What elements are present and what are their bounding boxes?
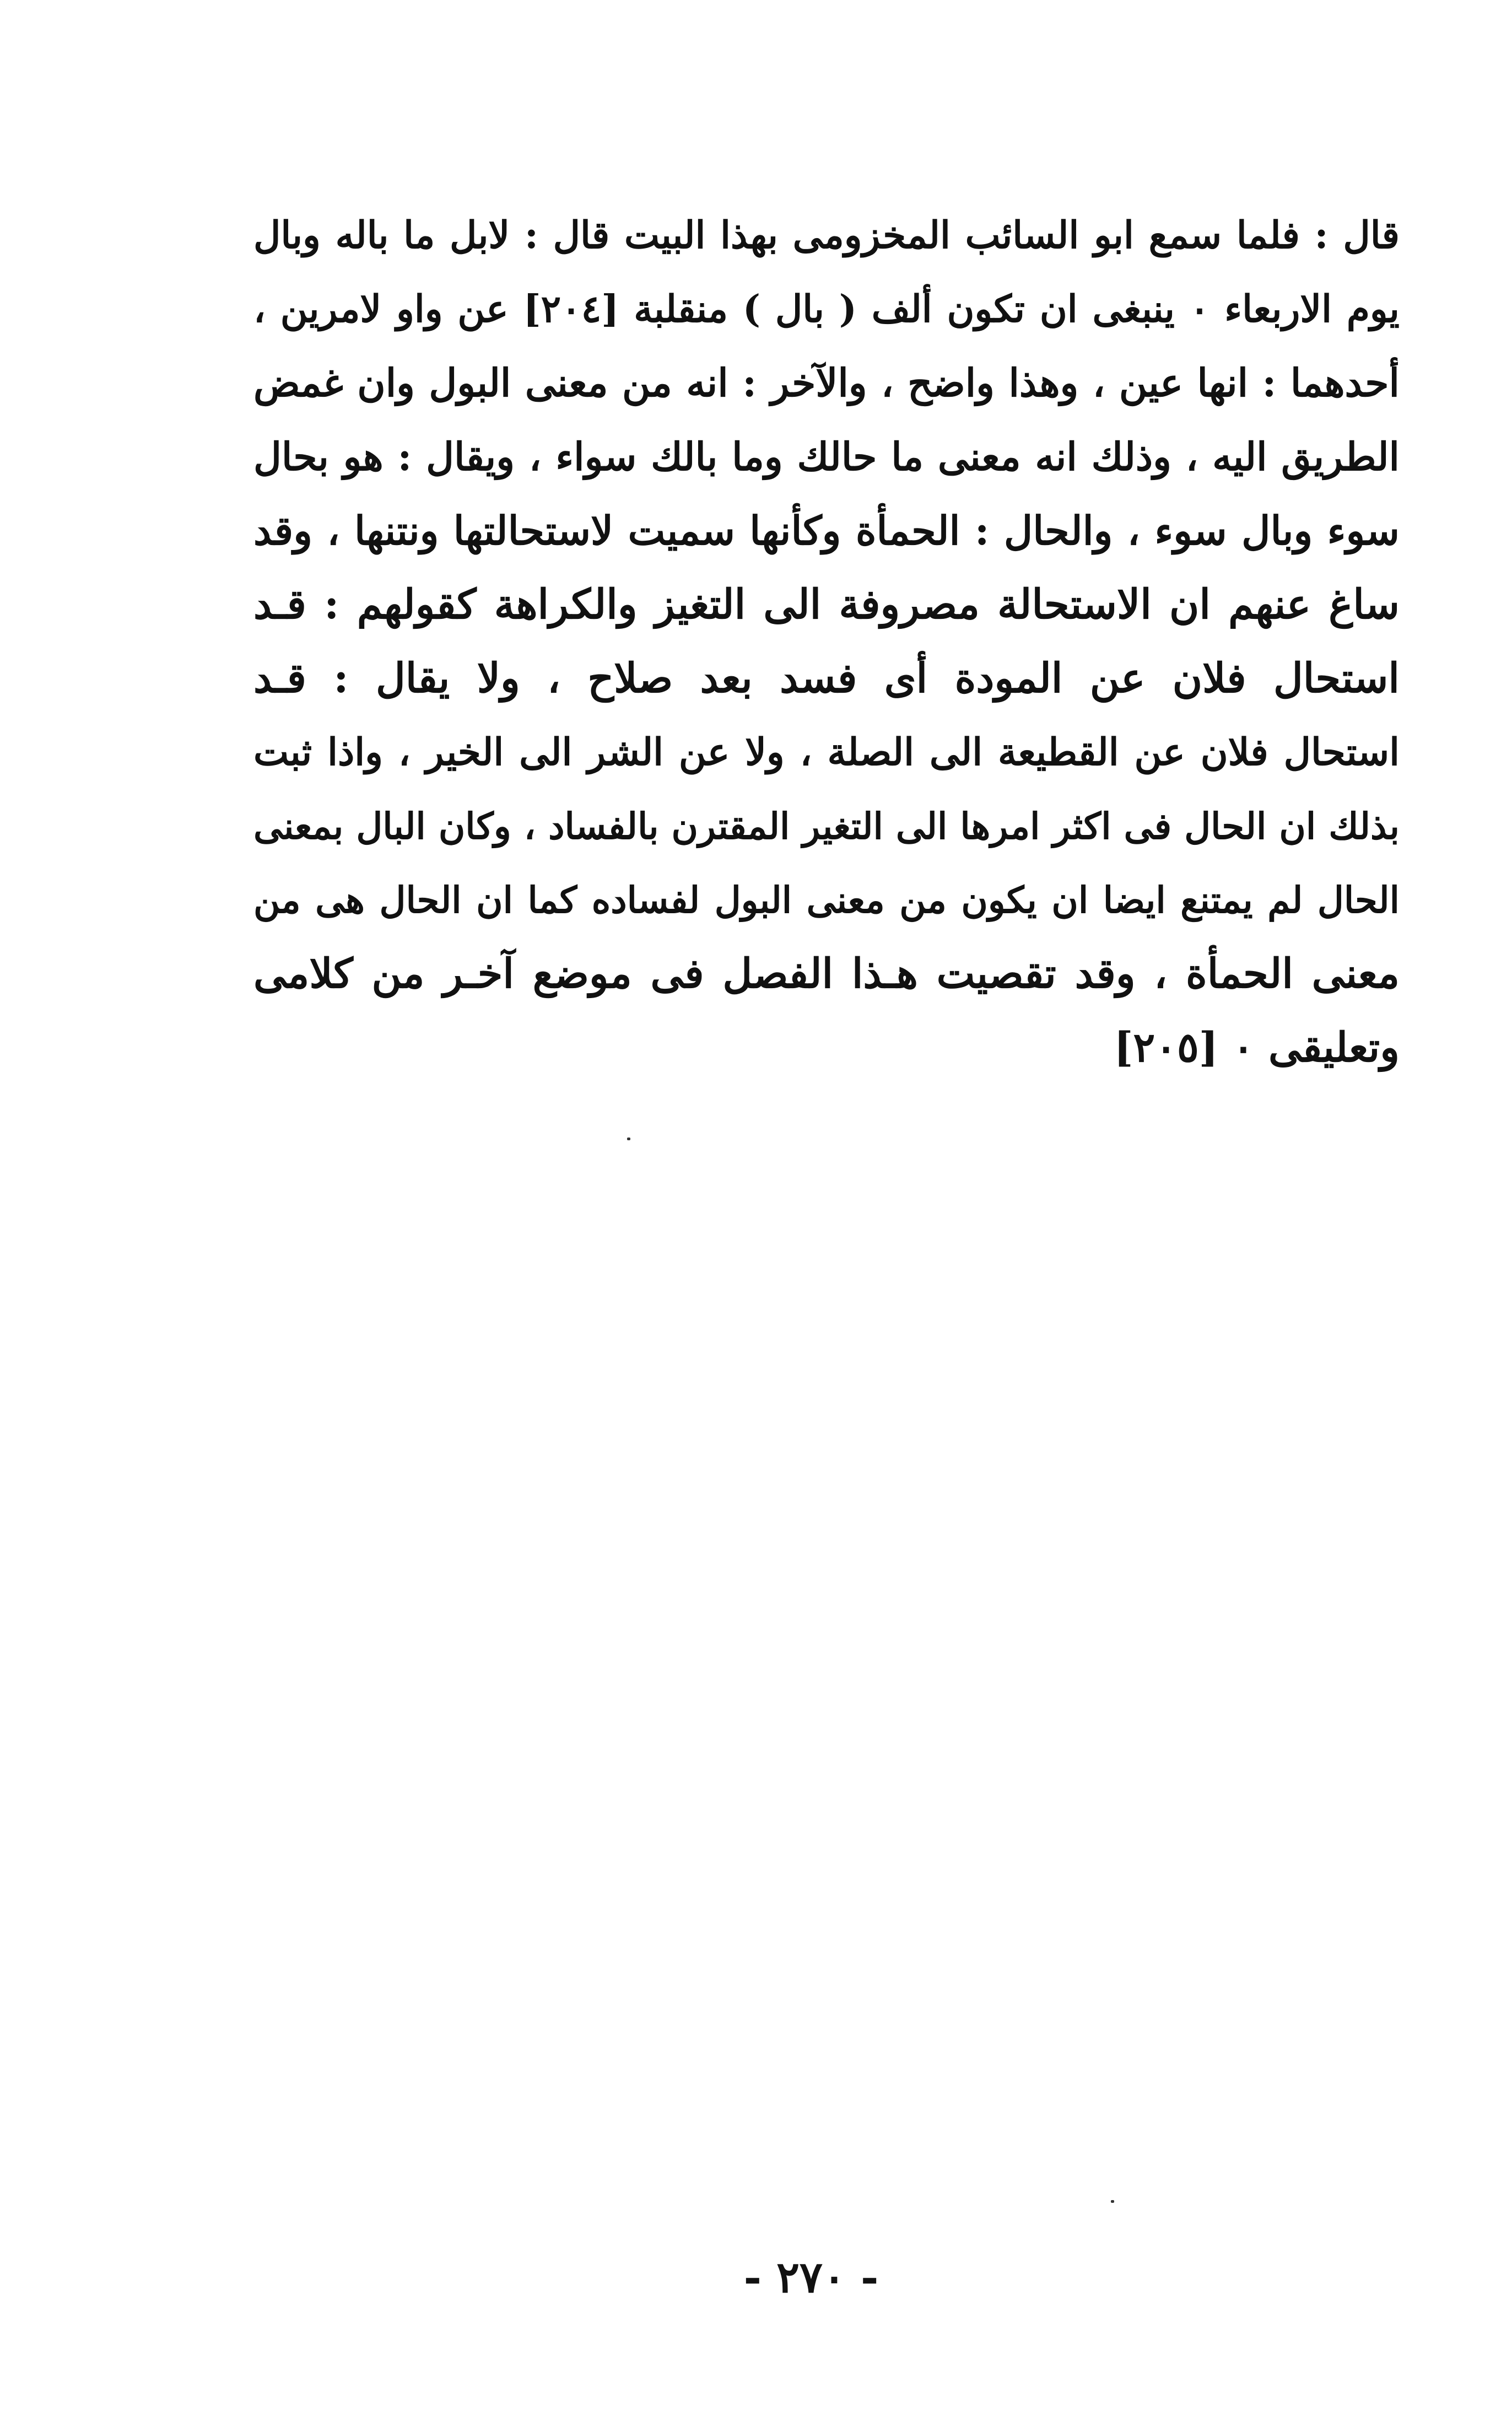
- text-line-10: الحال لم يمتنع ايضا ان يكون من معنى البول لفساده كما ان الحال هى من: [253, 878, 1400, 921]
- text-line-8: استحال فلان عن القطيعة الى الصلة ، ولا عن الشر الى الخير ، واذا ثبت: [253, 730, 1400, 774]
- text-line-7: استحال فلان عن المودة أى فسد بعد صلاح ، ولا يقال : قـد: [253, 655, 1400, 702]
- scan-speck: [1111, 2200, 1114, 2203]
- text-line-5: سوء وبال سوء ، والحال : الحمأة وكأنها سميت لاستحالتها ونتنها ، وقد: [253, 507, 1400, 554]
- text-line-1: قال : فلما سمع ابو السائب المخزومى بهذا البيت قال : لابل ما باله وبال: [253, 213, 1400, 257]
- scan-speck: [627, 1138, 630, 1140]
- text-line-9: بذلك ان الحال فى اكثر امرها الى التغير المقترن بالفساد ، وكان البال بمعنى: [253, 805, 1400, 848]
- text-line-4: الطريق اليه ، وذلك انه معنى ما حالك وما بالك سواء ، ويقال : هو بحال: [253, 434, 1400, 479]
- text-line-12: وتعليقى ٠ [٢٠٥]: [1114, 1024, 1400, 1071]
- page-number: - ٢٧٠ -: [743, 2252, 879, 2303]
- text-line-2: يوم الاربعاء ٠ ينبغى ان تكون ألف ( بال ) منقلبة [٢٠٤] عن واو لامرين ،: [253, 287, 1400, 331]
- body-text: [253, 198, 1400, 1085]
- text-line-6: ساغ عنهم ان الاستحالة مصروفة الى التغيز والكراهة كقولهم : قـد: [253, 581, 1400, 628]
- text-line-11: معنى الحمأة ، وقد تقصيت هـذا الفصل فى موضع آخـر من كلامى: [253, 950, 1400, 998]
- text-line-3: أحدهما : انها عين ، وهذا واضح ، والآخر : انه من معنى البول وان غمض: [253, 360, 1400, 406]
